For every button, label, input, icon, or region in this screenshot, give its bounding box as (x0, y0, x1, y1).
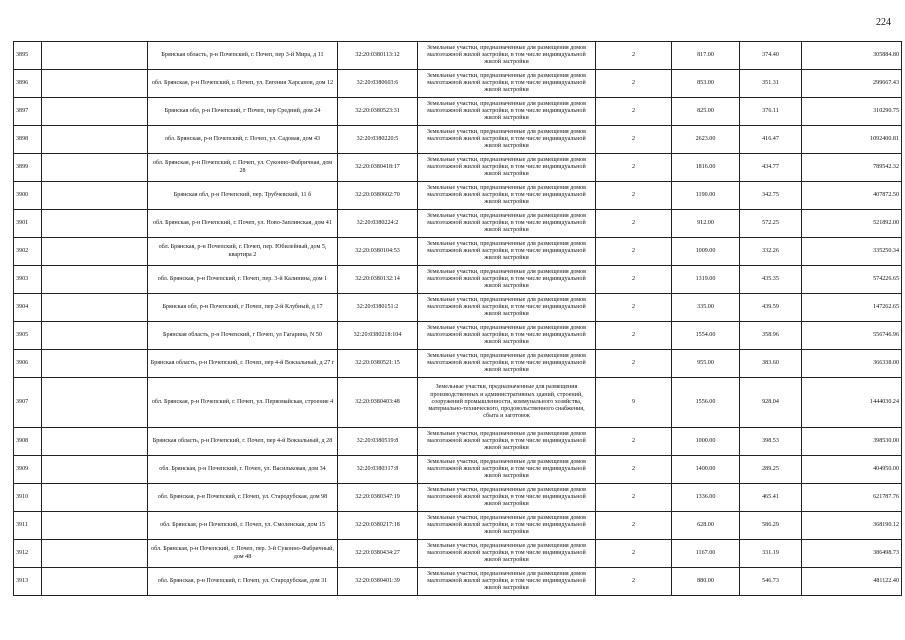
area-cell: 628.00 (672, 512, 740, 540)
category-cell: 2 (596, 456, 672, 484)
category-cell: 2 (596, 98, 672, 126)
category-cell: 9 (596, 378, 672, 428)
cadastral-number-cell: 32:20:0380113:12 (338, 42, 418, 70)
category-cell: 2 (596, 484, 672, 512)
cadastral-value-cell: 398530.00 (802, 428, 902, 456)
table-row (14, 238, 902, 266)
category-cell: 2 (596, 350, 672, 378)
row-number-cell: 3911 (14, 512, 42, 540)
row-number-cell: 3910 (14, 484, 42, 512)
unit-price-cell: 398.53 (740, 428, 802, 456)
land-use-cell: Земельные участки, предназначенные для размещения домов малоэтажной жилой застройки, в том числе индивидуальной жилой застройки (418, 322, 596, 350)
row-number-cell: 3909 (14, 456, 42, 484)
cadastral-value-cell: 407872.50 (802, 182, 902, 210)
cadastral-value-cell: 366338.00 (802, 350, 902, 378)
land-use-cell: Земельные участки, предназначенные для размещения домов малоэтажной жилой застройки, в том числе индивидуальной жилой застройки (418, 42, 596, 70)
table-row (14, 294, 902, 322)
category-cell: 2 (596, 42, 672, 70)
address-cell: Брянская область, р-н Почепский, г Почеп, ул Гагарина, N 50 (148, 322, 338, 350)
table-row (14, 98, 902, 126)
blank-cell (42, 70, 148, 98)
area-cell: 335.00 (672, 294, 740, 322)
area-cell: 1336.00 (672, 484, 740, 512)
address-cell: обл. Брянская, р-н Почепский, г. Почеп, ул. Суконно-Фабричная, дом 28 (148, 154, 338, 182)
land-use-cell: Земельные участки, предназначенные для размещения домов малоэтажной жилой застройки, в том числе индивидуальной жилой застройки (418, 484, 596, 512)
unit-price-cell: 434.77 (740, 154, 802, 182)
land-use-cell: Земельные участки, предназначенные для размещения производственных и административных зданий, строений, сооружений промышленности, коммунального хозяйства, материально-технического, продовольственного снабжения, сбыта и заготовок (418, 378, 596, 428)
land-use-cell: Земельные участки, предназначенные для размещения домов малоэтажной жилой застройки, в том числе индивидуальной жилой застройки (418, 182, 596, 210)
row-number-cell: 3898 (14, 126, 42, 154)
cadastral-number-cell: 32:20:0380347:19 (338, 484, 418, 512)
table-row (14, 266, 902, 294)
page-number: 224 (876, 17, 891, 28)
land-use-cell: Земельные участки, предназначенные для размещения домов малоэтажной жилой застройки, в том числе индивидуальной жилой застройки (418, 428, 596, 456)
table-row (14, 70, 902, 98)
row-number-cell: 3904 (14, 294, 42, 322)
address-cell: обл. Брянская, р-н Почепский, г. Почеп, ул. Васильковая, дом 34 (148, 456, 338, 484)
cadastral-number-cell: 32:20:0380403:48 (338, 378, 418, 428)
category-cell: 2 (596, 266, 672, 294)
cadastral-number-cell: 32:20:0380521:15 (338, 350, 418, 378)
row-number-cell: 3907 (14, 378, 42, 428)
blank-cell (42, 512, 148, 540)
table-row (14, 378, 902, 428)
row-number-cell: 3896 (14, 70, 42, 98)
category-cell: 2 (596, 182, 672, 210)
unit-price-cell: 465.41 (740, 484, 802, 512)
land-use-cell: Земельные участки, предназначенные для размещения домов малоэтажной жилой застройки, в том числе индивидуальной жилой застройки (418, 266, 596, 294)
cadastral-number-cell: 32:20:0380317:8 (338, 456, 418, 484)
table-row (14, 42, 902, 70)
row-number-cell: 3913 (14, 568, 42, 596)
address-cell: обл. Брянская, р-н Почепский, г. Почеп, пер. 3-й Суконно-Фабричный, дом 48 (148, 540, 338, 568)
blank-cell (42, 294, 148, 322)
category-cell: 2 (596, 210, 672, 238)
blank-cell (42, 210, 148, 238)
cadastral-number-cell: 32:20:0380224:2 (338, 210, 418, 238)
area-cell: 1319.00 (672, 266, 740, 294)
blank-cell (42, 98, 148, 126)
area-cell: 817.00 (672, 42, 740, 70)
blank-cell (42, 322, 148, 350)
unit-price-cell: 376.11 (740, 98, 802, 126)
unit-price-cell: 416.47 (740, 126, 802, 154)
cadastral-number-cell: 32:20:0380519:8 (338, 428, 418, 456)
category-cell: 2 (596, 238, 672, 266)
unit-price-cell: 342.75 (740, 182, 802, 210)
address-cell: обл. Брянская, р-н Почепский, г. Почеп, ул. Стародубская, дом 98 (148, 484, 338, 512)
area-cell: 1190.00 (672, 182, 740, 210)
blank-cell (42, 266, 148, 294)
blank-cell (42, 238, 148, 266)
cadastral-number-cell: 32:20:0380217:18 (338, 512, 418, 540)
cadastral-number-cell: 32:20:0380418:17 (338, 154, 418, 182)
area-cell: 825.00 (672, 98, 740, 126)
land-use-cell: Земельные участки, предназначенные для размещения домов малоэтажной жилой застройки, в том числе индивидуальной жилой застройки (418, 294, 596, 322)
area-cell: 912.00 (672, 210, 740, 238)
cadastral-value-cell: 305884.80 (802, 42, 902, 70)
cadastral-number-cell: 32:20:0380434:27 (338, 540, 418, 568)
land-use-cell: Земельные участки, предназначенные для размещения домов малоэтажной жилой застройки, в том числе индивидуальной жилой застройки (418, 350, 596, 378)
category-cell: 2 (596, 568, 672, 596)
unit-price-cell: 358.96 (740, 322, 802, 350)
address-cell: обл. Брянская, р-н Почепский, г. Почеп, ул. Ново-Заплинская, дом 41 (148, 210, 338, 238)
address-cell: обл. Брянская, р-н Почепский, г. Почеп, ул. Садовая, дом 43 (148, 126, 338, 154)
category-cell: 2 (596, 322, 672, 350)
row-number-cell: 3895 (14, 42, 42, 70)
unit-price-cell: 383.60 (740, 350, 802, 378)
address-cell: Брянская область, р-н Почепский, г. Почеп, пер 4-й Вокзальный, д 28 (148, 428, 338, 456)
row-number-cell: 3901 (14, 210, 42, 238)
table-row (14, 568, 902, 596)
area-cell: 1400.00 (672, 456, 740, 484)
unit-price-cell: 332.26 (740, 238, 802, 266)
unit-price-cell: 546.73 (740, 568, 802, 596)
blank-cell (42, 484, 148, 512)
address-cell: обл. Брянская, р-н Почепский, г. Почеп, ул. Стародубская, дом 31 (148, 568, 338, 596)
cadastral-value-cell: 574226.65 (802, 266, 902, 294)
row-number-cell: 3902 (14, 238, 42, 266)
land-use-cell: Земельные участки, предназначенные для размещения домов малоэтажной жилой застройки, в том числе индивидуальной жилой застройки (418, 98, 596, 126)
cadastral-number-cell: 32:20:0380603:6 (338, 70, 418, 98)
cadastral-value-cell: 310290.75 (802, 98, 902, 126)
registry-body (14, 42, 902, 596)
area-cell: 880.00 (672, 568, 740, 596)
cadastral-value-cell: 386498.73 (802, 540, 902, 568)
cadastral-value-cell: 404950.00 (802, 456, 902, 484)
land-use-cell: Земельные участки, предназначенные для размещения домов малоэтажной жилой застройки, в том числе индивидуальной жилой застройки (418, 512, 596, 540)
cadastral-value-cell: 1444030.24 (802, 378, 902, 428)
area-cell: 1556.00 (672, 378, 740, 428)
cadastral-value-cell: 789542.32 (802, 154, 902, 182)
area-cell: 1816.00 (672, 154, 740, 182)
address-cell: обл. Брянская, р-н Почепский, г. Почеп, ул. Смоленская, дом 15 (148, 512, 338, 540)
land-registry-table (13, 41, 902, 596)
category-cell: 2 (596, 70, 672, 98)
table-row (14, 126, 902, 154)
cadastral-number-cell: 32:20:0380220:5 (338, 126, 418, 154)
table-row (14, 540, 902, 568)
cadastral-value-cell: 147262.65 (802, 294, 902, 322)
cadastral-value-cell: 368190.12 (802, 512, 902, 540)
unit-price-cell: 572.25 (740, 210, 802, 238)
land-use-cell: Земельные участки, предназначенные для размещения домов малоэтажной жилой застройки, в том числе индивидуальной жилой застройки (418, 540, 596, 568)
address-cell: Брянская обл, р-н Почепский, г Почеп, пер 2-й Клубный, д 17 (148, 294, 338, 322)
table-row (14, 210, 902, 238)
area-cell: 1554.00 (672, 322, 740, 350)
cadastral-number-cell: 32:20:0380151:2 (338, 294, 418, 322)
address-cell: Брянская область, р-н Почепский, г. Почеп, пер 4-й Вокзальный, д 27 г (148, 350, 338, 378)
category-cell: 2 (596, 540, 672, 568)
table-row (14, 350, 902, 378)
unit-price-cell: 928.04 (740, 378, 802, 428)
area-cell: 1167.00 (672, 540, 740, 568)
area-cell: 853.00 (672, 70, 740, 98)
table-row (14, 428, 902, 456)
table-row (14, 154, 902, 182)
category-cell: 2 (596, 294, 672, 322)
cadastral-value-cell: 1092400.81 (802, 126, 902, 154)
address-cell: Брянская обл, р-н Почепский, г Почеп, пер Средний, дом 24 (148, 98, 338, 126)
address-cell: Брянская обл, р-н Почепский, пер. Трубчевский, 11 б (148, 182, 338, 210)
row-number-cell: 3903 (14, 266, 42, 294)
area-cell: 2623.00 (672, 126, 740, 154)
row-number-cell: 3906 (14, 350, 42, 378)
blank-cell (42, 378, 148, 428)
address-cell: обл. Брянская, р-н Почепский, г. Почеп, ул. Первомайская, строение 4 (148, 378, 338, 428)
land-use-cell: Земельные участки, предназначенные для размещения домов малоэтажной жилой застройки, в том числе индивидуальной жилой застройки (418, 126, 596, 154)
unit-price-cell: 374.40 (740, 42, 802, 70)
blank-cell (42, 568, 148, 596)
area-cell: 1009.00 (672, 238, 740, 266)
land-use-cell: Земельные участки, предназначенные для размещения домов малоэтажной жилой застройки, в том числе индивидуальной жилой застройки (418, 568, 596, 596)
row-number-cell: 3899 (14, 154, 42, 182)
unit-price-cell: 439.59 (740, 294, 802, 322)
cadastral-number-cell: 32:20:0380218:104 (338, 322, 418, 350)
address-cell: обл. Брянская, р-н Почепский, г. Почеп, пер. Юбилейный, дом 5, квартира 2 (148, 238, 338, 266)
cadastral-value-cell: 621787.76 (802, 484, 902, 512)
unit-price-cell: 289.25 (740, 456, 802, 484)
cadastral-number-cell: 32:20:0380602:70 (338, 182, 418, 210)
table-row (14, 512, 902, 540)
area-cell: 1000.00 (672, 428, 740, 456)
blank-cell (42, 540, 148, 568)
land-use-cell: Земельные участки, предназначенные для размещения домов малоэтажной жилой застройки, в том числе индивидуальной жилой застройки (418, 154, 596, 182)
unit-price-cell: 331.19 (740, 540, 802, 568)
row-number-cell: 3897 (14, 98, 42, 126)
category-cell: 2 (596, 126, 672, 154)
address-cell: Брянская область, р-н Почепский, г. Почеп, пер 3-й Мира, д 11 (148, 42, 338, 70)
cadastral-value-cell: 521892.00 (802, 210, 902, 238)
blank-cell (42, 350, 148, 378)
row-number-cell: 3900 (14, 182, 42, 210)
row-number-cell: 3908 (14, 428, 42, 456)
cadastral-value-cell: 299667.43 (802, 70, 902, 98)
cadastral-value-cell: 335250.34 (802, 238, 902, 266)
cadastral-value-cell: 481122.40 (802, 568, 902, 596)
cadastral-number-cell: 32:20:0380401:39 (338, 568, 418, 596)
table-row (14, 484, 902, 512)
blank-cell (42, 126, 148, 154)
unit-price-cell: 351.31 (740, 70, 802, 98)
cadastral-number-cell: 32:20:0380523:31 (338, 98, 418, 126)
table-row (14, 456, 902, 484)
land-use-cell: Земельные участки, предназначенные для размещения домов малоэтажной жилой застройки, в том числе индивидуальной жилой застройки (418, 70, 596, 98)
category-cell: 2 (596, 154, 672, 182)
land-use-cell: Земельные участки, предназначенные для размещения домов малоэтажной жилой застройки, в том числе индивидуальной жилой застройки (418, 456, 596, 484)
category-cell: 2 (596, 512, 672, 540)
blank-cell (42, 182, 148, 210)
unit-price-cell: 435.35 (740, 266, 802, 294)
address-cell: обл. Брянская, р-н Почепский, г. Почеп, ул. Евгения Харсанов, дом 12 (148, 70, 338, 98)
blank-cell (42, 154, 148, 182)
blank-cell (42, 428, 148, 456)
unit-price-cell: 586.29 (740, 512, 802, 540)
address-cell: обл. Брянская, р-н Почепский, г. Почеп, пер. 3-й Калинина, дом 1 (148, 266, 338, 294)
row-number-cell: 3905 (14, 322, 42, 350)
cadastral-number-cell: 32:20:0380132:14 (338, 266, 418, 294)
land-use-cell: Земельные участки, предназначенные для размещения домов малоэтажной жилой застройки, в том числе индивидуальной жилой застройки (418, 238, 596, 266)
blank-cell (42, 42, 148, 70)
row-number-cell: 3912 (14, 540, 42, 568)
area-cell: 955.00 (672, 350, 740, 378)
category-cell: 2 (596, 428, 672, 456)
cadastral-value-cell: 556746.96 (802, 322, 902, 350)
cadastral-number-cell: 32:20:0380104:53 (338, 238, 418, 266)
table-row (14, 182, 902, 210)
table-row (14, 322, 902, 350)
land-use-cell: Земельные участки, предназначенные для размещения домов малоэтажной жилой застройки, в том числе индивидуальной жилой застройки (418, 210, 596, 238)
blank-cell (42, 456, 148, 484)
